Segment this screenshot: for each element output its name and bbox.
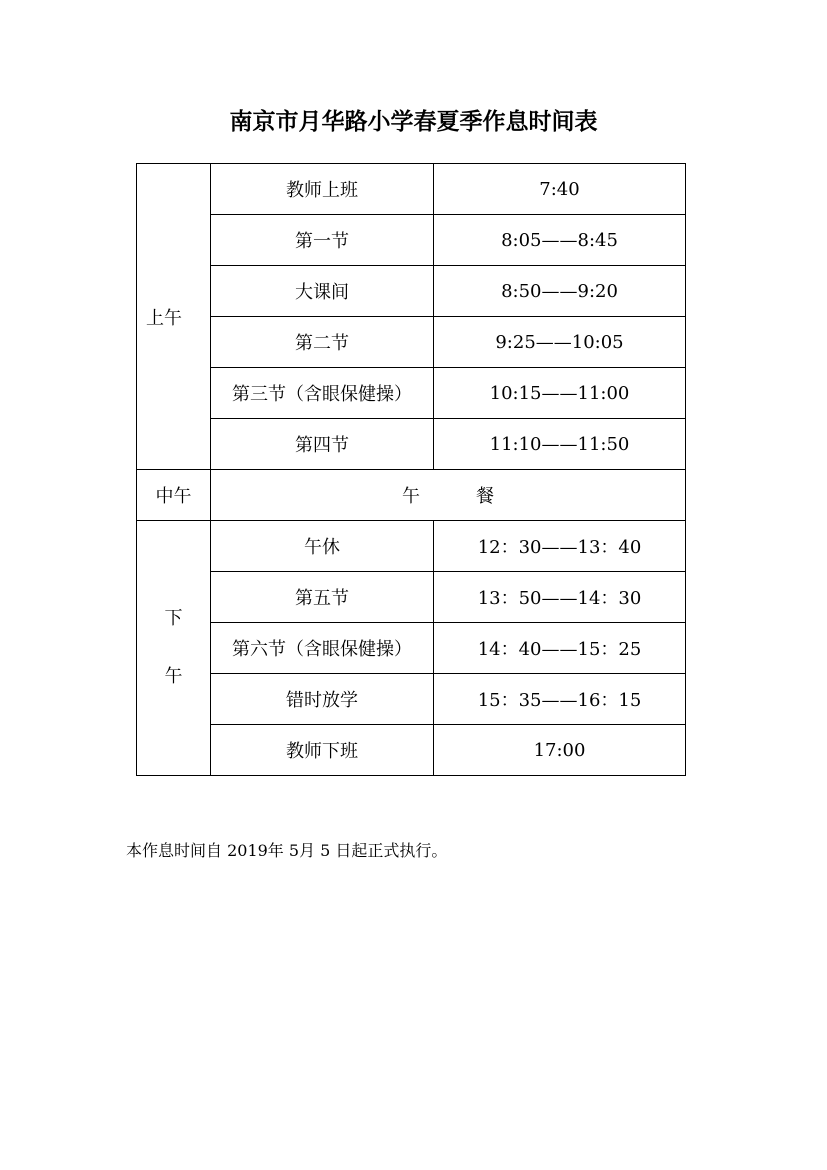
activity-cell: 教师下班 [211,725,434,776]
time-cell: 15：35——16：15 [434,674,686,725]
time-cell: 17:00 [434,725,686,776]
time-cell: 8:50——9:20 [434,266,686,317]
table-row [137,164,686,215]
table-row [137,368,686,419]
table-row [137,674,686,725]
lunch-char-1: 午 [402,486,420,507]
period-morning: 上午 [137,164,211,470]
activity-cell: 错时放学 [211,674,434,725]
table-row [137,470,686,521]
schedule-table [136,163,686,776]
table-row [137,215,686,266]
page-title: 南京市月华路小学春夏季作息时间表 [229,109,598,135]
activity-cell: 午休 [211,521,434,572]
activity-cell: 教师上班 [211,164,434,215]
lunch-char-2: 餐 [476,486,494,507]
time-cell: 10:15——11:00 [434,368,686,419]
table-row [137,572,686,623]
time-cell: 12：30——13：40 [434,521,686,572]
activity-cell: 第五节 [211,572,434,623]
table-row [137,419,686,470]
time-cell: 7:40 [434,164,686,215]
lunch-cell [211,470,686,521]
table-row [137,521,686,572]
activity-cell: 大课间 [211,266,434,317]
activity-cell: 第六节（含眼保健操） [211,623,434,674]
period-afternoon-char-2: 午 [164,666,183,687]
time-cell: 14：40——15：25 [434,623,686,674]
activity-cell: 第二节 [211,317,434,368]
time-cell: 8:05——8:45 [434,215,686,266]
time-cell: 9:25——10:05 [434,317,686,368]
period-afternoon [137,521,211,776]
activity-cell: 第一节 [211,215,434,266]
table-row [137,725,686,776]
time-cell: 11:10——11:50 [434,419,686,470]
effective-date-note: 本作息时间自 2019年 5月 5 日起正式执行。 [126,841,448,860]
table-row [137,317,686,368]
table-row [137,266,686,317]
period-afternoon-char-1: 下 [164,608,183,629]
activity-cell: 第四节 [211,419,434,470]
activity-cell: 第三节（含眼保健操） [211,368,434,419]
time-cell: 13：50——14：30 [434,572,686,623]
table-row [137,623,686,674]
period-noon: 中午 [137,470,211,521]
